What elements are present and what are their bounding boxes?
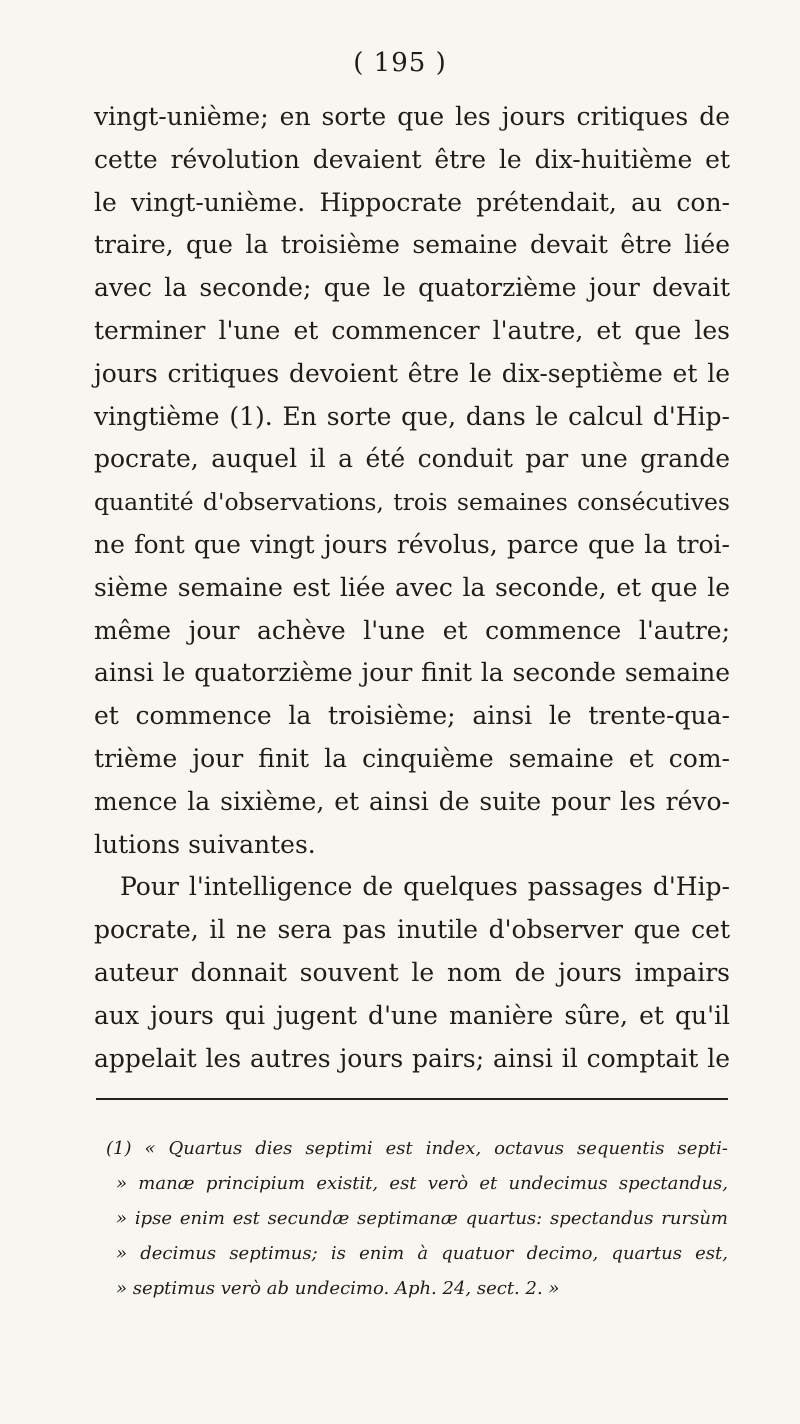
body-line: quantité d'observations, trois semaines consécutives <box>94 488 730 517</box>
body-line: trième jour finit la cinquième semaine et com- <box>94 743 730 773</box>
body-line: mence la sixième, et ainsi de suite pour les révo- <box>94 786 730 816</box>
body-line: pocrate, il ne sera pas inutile d'observer que cet <box>94 915 730 945</box>
body-line: vingt-unième; en sorte que les jours critiques de <box>94 102 730 131</box>
body-line: traire, que la troisième semaine devait être liée <box>94 230 730 260</box>
body-line: terminer l'une et commencer l'autre, et que les <box>94 315 730 345</box>
footnote-line: » manæ principium existit, est verò et undecimus spectandus, <box>116 1173 728 1194</box>
footnote-line: » septimus verò ab undecimo. Aph. 24, sect. 2. » <box>116 1278 560 1299</box>
body-line: Pour l'intelligence de quelques passages d'Hip- <box>120 872 730 902</box>
body-line: ne font que vingt jours révolus, parce que la troi- <box>94 529 730 559</box>
footnote <box>106 1131 728 1306</box>
body-line: ainsi le quatorzième jour finit la seconde semaine <box>94 658 730 688</box>
body-line: lutions suivantes. <box>94 829 316 859</box>
body-line: avec la seconde; que le quatorzième jour devait <box>94 273 730 303</box>
body-line: jours critiques devoient être le dix-septième et le <box>94 358 730 388</box>
body-line: cette révolution devaient être le dix-huitième et <box>94 144 730 174</box>
body-line: vingtième (1). En sorte que, dans le calcul d'Hip- <box>94 401 730 431</box>
body-line: le vingt-unième. Hippocrate prétendait, au con- <box>94 187 730 217</box>
footnote-rule <box>96 1098 728 1100</box>
body-text <box>94 96 730 1080</box>
body-line: et commence la troisième; ainsi le trente-qua- <box>94 701 730 731</box>
footnote-line: (1) « Quartus dies septimi est index, octavus sequentis septi- <box>106 1138 728 1159</box>
body-line: aux jours qui jugent d'une manière sûre, et qu'il <box>94 1000 730 1030</box>
footnote-line: » ipse enim est secundæ septimanæ quartus: spectandus rursùm <box>116 1208 728 1229</box>
body-line: pocrate, auquel il a été conduit par une grande <box>94 444 730 474</box>
footnote-line: » decimus septimus; is enim à quatuor decimo, quartus est, <box>116 1243 728 1264</box>
body-line: même jour achève l'une et commence l'autre; <box>94 615 730 645</box>
body-line: appelait les autres jours pairs; ainsi il comptait le <box>94 1043 730 1073</box>
page-number: ( 195 ) <box>353 48 447 78</box>
body-line: auteur donnait souvent le nom de jours impairs <box>94 957 730 987</box>
body-line: sième semaine est liée avec la seconde, et que le <box>94 572 730 602</box>
